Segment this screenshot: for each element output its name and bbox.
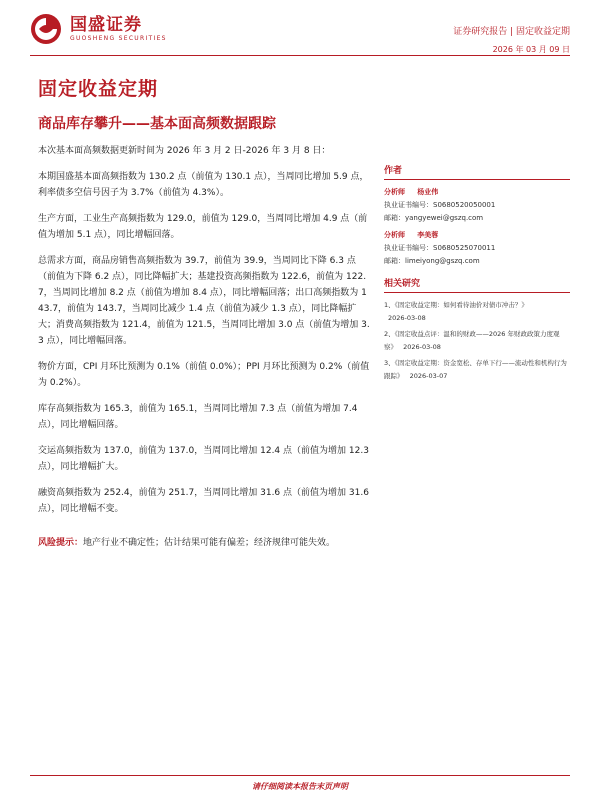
analyst-role: 分析师 <box>384 188 405 196</box>
analyst-name: 李美蓉 <box>417 231 439 239</box>
analyst-role: 分析师 <box>384 231 405 239</box>
paragraph-index: 本期国盛基本面高频指数为 130.2 点（前值为 130.1 点），当周同比增加 5.9 点，利率债多空信号因子为 3.7%（前值为 4.3%）。 <box>38 172 369 198</box>
related-heading: 相关研究 <box>384 276 570 293</box>
logo-name-cn: 国盛证券 <box>70 15 142 35</box>
paragraph-transport: 交运高频指数为 137.0，前值为 137.0，当周同比增加 12.4 点（前值为增加 12.3 点），同比增幅扩大。 <box>38 446 369 472</box>
report-category: 固定收益定期 <box>515 27 570 37</box>
analyst-license: 执业证书编号：S0680520050001 <box>384 201 496 209</box>
header-category <box>453 26 570 39</box>
risk-label: 风险提示： <box>38 538 84 548</box>
analyst-email[interactable]: 邮箱：limeiyong@gszq.com <box>384 257 480 265</box>
risk-text: 地产行业不确定性；估计结果可能有偏差；经济规律可能失效。 <box>83 538 336 548</box>
header-divider <box>30 55 570 56</box>
footer-disclaimer: 请仔细阅读本报告末页声明 <box>252 782 348 791</box>
main-content <box>38 143 372 551</box>
authors-heading: 作者 <box>384 163 570 180</box>
related-report-date: 2026-03-08 <box>403 343 441 351</box>
related-report-title[interactable]: 2、《固定收益点评：温和的财政——2026 年财政政策力度观察》 <box>384 330 560 351</box>
company-logo <box>30 13 167 45</box>
analyst-card <box>384 186 570 225</box>
paragraph-prices: 物价方面，CPI 月环比预测为 0.1%（前值 0.0%）；PPI 月环比预测为 0.2%（前值为 0.2%）。 <box>38 362 370 388</box>
related-report[interactable] <box>384 299 570 325</box>
header-separator: | <box>510 27 516 37</box>
logo-name-en: GUOSHENG SECURITIES <box>70 35 167 42</box>
paragraph-demand: 总需求方面，商品房销售高频指数为 39.7，前值为 39.9，当周同比下降 6.3 点（前值为下降 6.2 点），同比降幅扩大；基建投资高频指数为 122.6，前值为 122.7，当周同比增加 8.2 点（前值为增加 8.4 点），同比增幅回落；出口高频指数为 143.7，前值为 143.7，当周同比减少 1.4 点（前值为减少 1.3 点），同比降幅扩大；消费高频指数为 121.4，前值为 121.5，当周同比增加 3.0 点（前值为增加 3.3 点），同比增幅回落。 <box>38 256 370 346</box>
analyst-email[interactable]: 邮箱：yangyewei@gszq.com <box>384 214 484 222</box>
related-report-title[interactable]: 1、《固定收益定期：如何看待油价对债市冲击？》 <box>384 301 528 309</box>
risk-warning <box>38 535 372 551</box>
related-report-title[interactable]: 3、《固定收益定期：资金宽松、存单下行——流动性和机构行为跟踪》 <box>384 359 567 380</box>
paragraph-production: 生产方面，工业生产高频指数为 129.0，前值为 129.0，当周同比增加 4.9 点（前值为增加 5.1 点），同比增幅回落。 <box>38 214 368 240</box>
related-report-date: 2026-03-07 <box>409 372 448 380</box>
related-report-date: 2026-03-08 <box>388 314 426 322</box>
paragraph-financing: 融资高频指数为 252.4，前值为 251.7，当周同比增加 31.6 点（前值为增加 31.6 点），同比增幅不变。 <box>38 488 369 514</box>
analyst-name: 杨业伟 <box>417 188 439 196</box>
report-type: 证券研究报告 <box>453 27 508 37</box>
related-report[interactable] <box>384 328 570 354</box>
report-title: 商品库存攀升——基本面高频数据跟踪 <box>38 116 276 132</box>
guosheng-logo-icon <box>30 13 62 45</box>
related-report[interactable] <box>384 357 570 383</box>
page-title: 固定收益定期 <box>38 78 159 100</box>
footer-divider <box>30 775 570 776</box>
paragraph-intro: 本次基本面高频数据更新时间为 2026 年 3 月 2 日-2026 年 3 月 8 日： <box>38 146 331 156</box>
report-date: 2026 年 03 月 09 日 <box>492 45 570 54</box>
sidebar <box>384 163 570 386</box>
analyst-license: 执业证书编号：S0680525070011 <box>384 244 496 252</box>
analyst-card <box>384 229 570 268</box>
paragraph-inventory: 库存高频指数为 165.3，前值为 165.1，当周同比增加 7.3 点（前值为增加 7.4 点），同比增幅回落。 <box>38 404 358 430</box>
